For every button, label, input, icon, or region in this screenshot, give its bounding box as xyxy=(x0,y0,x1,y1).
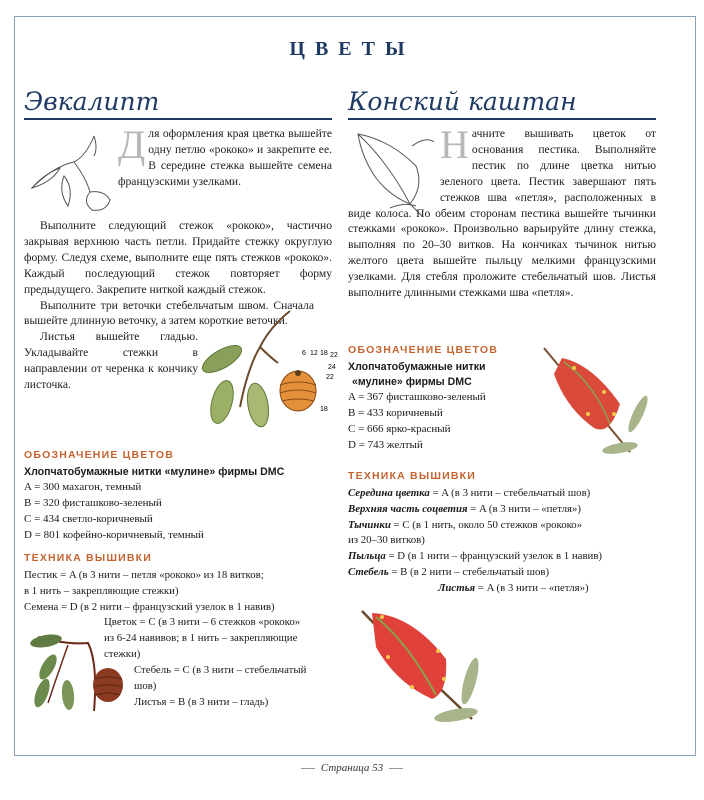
eucalyptus-tech-line: из 6-24 навивов; в 1 нить – закрепляющие xyxy=(104,632,298,645)
horse-chestnut-colors-block xyxy=(348,344,656,464)
eucalyptus-tech-line: стежки) xyxy=(104,647,141,660)
page-number: Страница 53 xyxy=(320,762,384,774)
eucalyptus-embroidery-diagram xyxy=(200,307,340,437)
eucalyptus-tech-line: Пестик = A (в 3 нити – петля «рококо» из 18 витков; xyxy=(24,568,264,581)
horse-chestnut-tech-line: Тычинки = C (в 1 нить, около 50 стежков «рококо» xyxy=(348,518,583,531)
horse-chestnut-tech-line: Середина цветка = A (в 3 нити – стебельчатый шов) xyxy=(348,487,591,499)
horse-chestnut-tech-line: из 20–30 витков) xyxy=(348,534,425,547)
horse-chestnut-intro-text: ачните вышивать цветок от основания пестика. Выполняйте пестик по длине цветка нитью зеленого цвета. Пестик завершают пять стежков шва «петля», расположенных в виде колоса. По обеим сторонам пестика вышейте тычинки стежками «рококо». Произвольно варьируйте длину стежка, выполняя по 20–30 витков. На кончиках тычинок нитью желтого цвета вышейте пыльцу мелкими французскими узелками. Для стебля проложите стебельчатый шов. Листья выполните длинными стежками шва «петля». xyxy=(348,127,656,300)
horse-chestnut-intro xyxy=(348,122,656,344)
diagram-label-18: 18 xyxy=(320,350,328,358)
dropcap-d: Д xyxy=(118,122,146,167)
eucalyptus-tech-line: Цветок = C (в 3 нити – 6 стежков «рококо» xyxy=(104,616,301,629)
horse-chestnut-color-b: B = 433 коричневый xyxy=(348,406,443,419)
horse-chestnut-tech-heading: ТЕХНИКА ВЫШИВКИ xyxy=(348,470,476,482)
horse-chestnut-tech-line: Листья = A (в 3 нити – «петля») xyxy=(438,581,589,594)
horse-chestnut-photo-large xyxy=(352,603,492,723)
chapter-title: ЦВЕТЫ xyxy=(289,38,415,60)
diagram-label-12: 12 xyxy=(310,350,318,358)
eucalyptus-colors-heading: ОБОЗНАЧЕНИЕ ЦВЕТОВ xyxy=(24,449,175,462)
eucalyptus-paragraph-3: Выполните три веточки стебельчатым швом. Сначала вышейте длинную веточку, а затем короткие веточки. xyxy=(24,298,314,328)
horse-chestnut-tech-line: Пыльца = D (в 1 нити – французский узелок в 1 навив) xyxy=(348,550,603,563)
section-title-horse-chestnut: Конский каштан xyxy=(348,88,656,120)
eucalyptus-color-d: D = 801 кофейно-коричневый, темный xyxy=(24,529,204,542)
eucalyptus-line-sketch xyxy=(24,126,116,216)
eucalyptus-tech-line: шов) xyxy=(134,680,157,693)
horse-chestnut-section xyxy=(348,88,656,723)
eucalyptus-tech-line: Стебель = C (в 3 нити – стебельчатый xyxy=(134,664,307,677)
eucalyptus-paragraph-4-block xyxy=(24,329,338,441)
eucalyptus-tech-heading: ТЕХНИКА ВЫШИВКИ xyxy=(24,551,152,564)
diagram-label-24: 24 xyxy=(328,364,336,372)
eucalyptus-tech-line: Семена = D (в 2 нити – французский узелок в 1 навив) xyxy=(24,600,275,613)
eucalyptus-paragraph-2: Выполните следующий стежок «рококо», частично закрывая верхнюю часть петли. Придайте стежку округлую форму. Следуя схеме, выполните еще пять стежков «рококо». Каждый последующий стежок повторяет форму предыдущего. Закрепите ниткой каждый стежок. xyxy=(24,219,332,296)
page-footer xyxy=(0,762,704,774)
eucalyptus-intro-text: ля оформления края цветка вышейте одну петлю «рококо» и закрепите ее. В середине стежка вышейте семена французскими узелками. xyxy=(118,127,332,188)
eucalyptus-tech-line: Листья = B (в 3 нити – гладь) xyxy=(134,695,269,708)
eucalyptus-intro xyxy=(24,122,332,218)
diagram-label-18b: 18 xyxy=(320,406,328,414)
eucalyptus-tech-line: в 1 нить – закрепляющие стежки) xyxy=(24,584,179,597)
dropcap-n: Н xyxy=(440,122,469,167)
eucalyptus-color-b: B = 320 фисташково-зеленый xyxy=(24,497,162,510)
footer-rule-right xyxy=(389,768,403,769)
horse-chestnut-thread-title-2: «мулине» фирмы DMC xyxy=(352,376,472,388)
diagram-label-22b: 22 xyxy=(326,374,334,382)
horse-chestnut-thread-title-1: Хлопчатобумажные нитки xyxy=(348,361,486,373)
horse-chestnut-color-a: A = 367 фисташково-зеленый xyxy=(348,391,486,403)
eucalyptus-color-a: A = 300 махагон, темный xyxy=(24,481,142,494)
horse-chestnut-tech-line: Стебель = B (в 2 нити – стебельчатый шов) xyxy=(348,565,550,578)
section-title-eucalyptus: Эвкалипт xyxy=(24,88,332,120)
eucalyptus-paragraph-4: Листья вышейте гладью. Укладывайте стежки в направлении от черенка к кончику листочка. xyxy=(24,330,198,392)
horse-chestnut-color-d: D = 743 желтый xyxy=(348,438,423,451)
footer-rule-left xyxy=(301,768,315,769)
eucalyptus-color-c: C = 434 светло-коричневый xyxy=(24,513,153,526)
eucalyptus-section xyxy=(24,87,338,715)
horse-chestnut-photo-small xyxy=(534,344,658,464)
eucalyptus-tech-block-2 xyxy=(24,615,332,715)
horse-chestnut-colors-heading: ОБОЗНАЧЕНИЕ ЦВЕТОВ xyxy=(348,344,499,356)
horse-chestnut-color-c: C = 666 ярко-красный xyxy=(348,422,451,435)
eucalyptus-thread-title: Хлопчатобумажные нитки «мулине» фирмы DMC xyxy=(24,466,285,479)
diagram-label-22a: 22 xyxy=(330,352,338,360)
diagram-label-6: 6 xyxy=(302,350,306,358)
horse-chestnut-tech-line: Верхняя часть соцветия = A (в 3 нити – «петля») xyxy=(348,502,582,515)
